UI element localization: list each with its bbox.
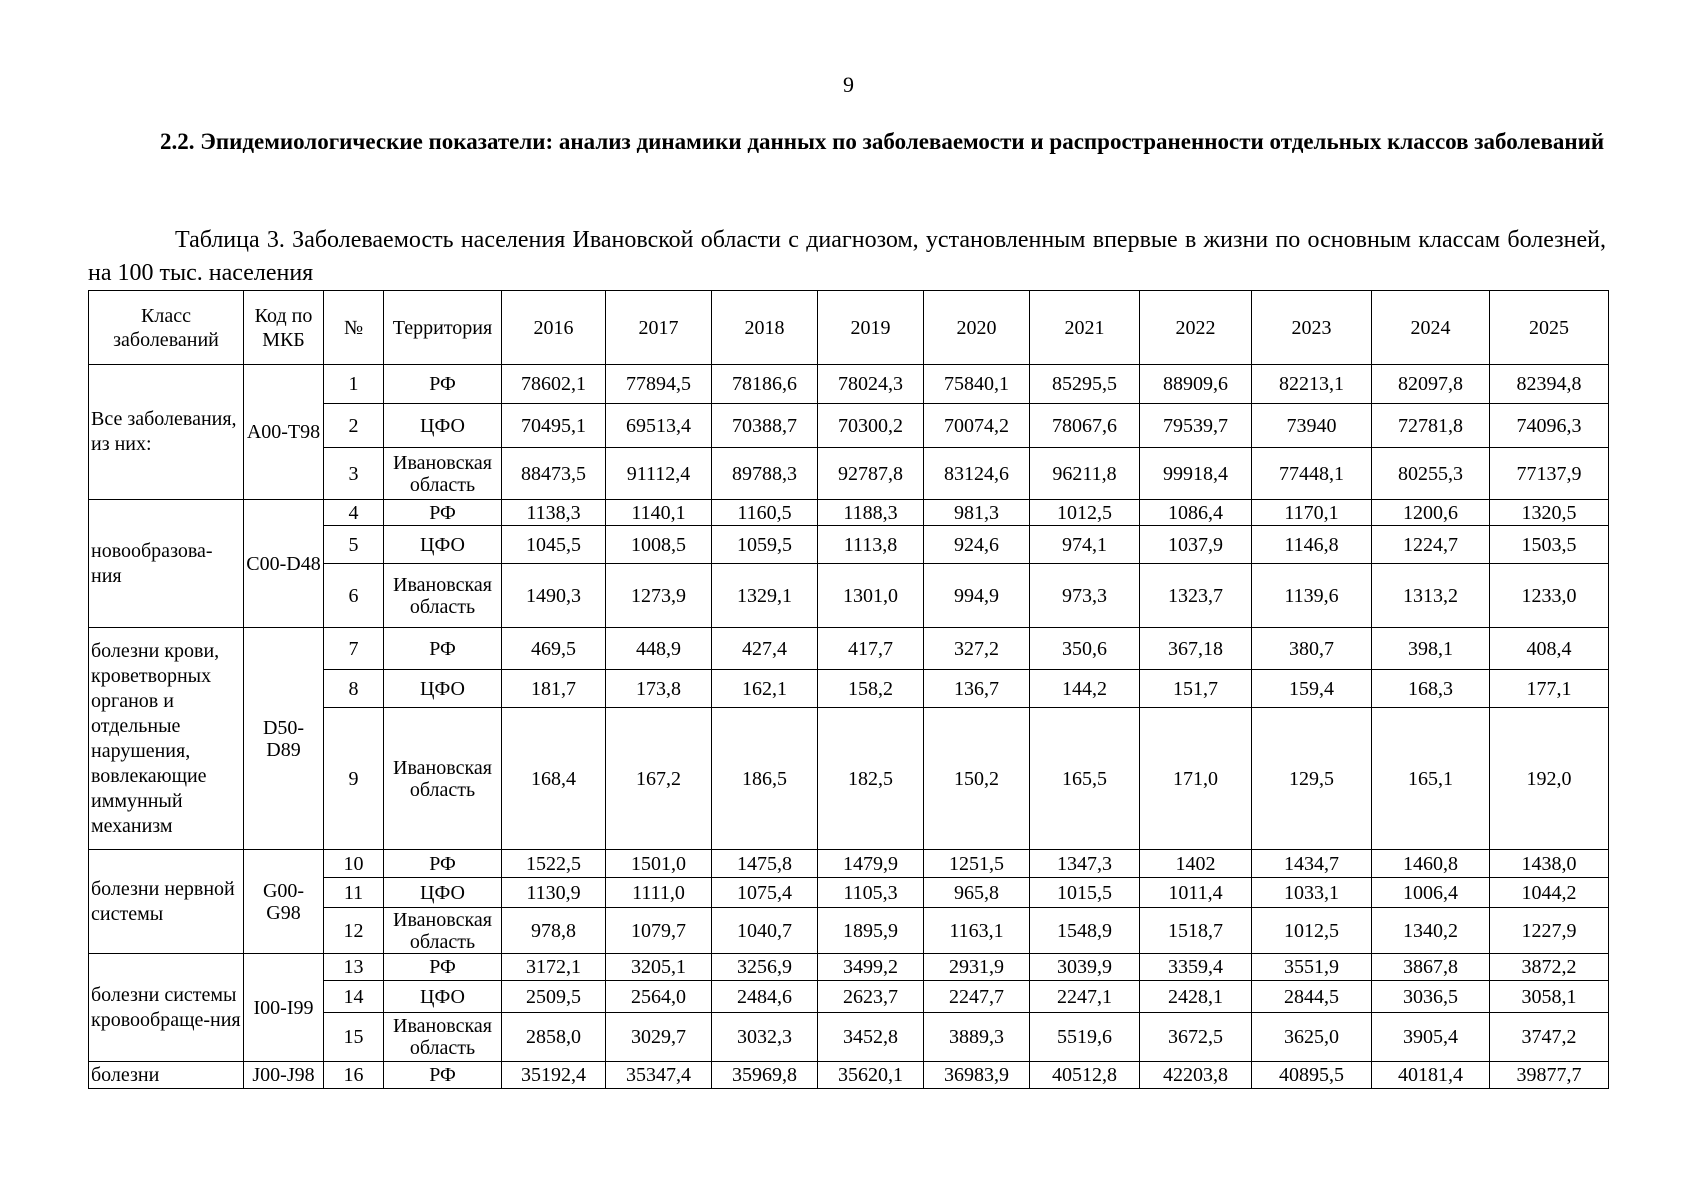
icd-code: А00-Т98	[244, 365, 324, 500]
value-cell: 92787,8	[818, 448, 924, 500]
territory-label: Ивановская область	[393, 908, 492, 953]
icd-code: С00-D48	[244, 500, 324, 628]
value-cell: 181,7	[502, 670, 606, 708]
value-cell: 1105,3	[818, 878, 924, 908]
row-number: 9	[324, 708, 384, 850]
value-cell: 85295,5	[1030, 365, 1140, 404]
value-cell: 1503,5	[1490, 526, 1609, 564]
value-cell: 1320,5	[1490, 500, 1609, 526]
territory: РФ	[384, 850, 502, 878]
value-cell: 89788,3	[712, 448, 818, 500]
value-cell: 469,5	[502, 628, 606, 670]
row-number: 2	[324, 404, 384, 448]
table-row	[89, 1062, 1609, 1089]
value-cell: 3905,4	[1372, 1013, 1490, 1062]
value-cell: 78024,3	[818, 365, 924, 404]
territory	[384, 908, 502, 954]
value-cell: 1323,7	[1140, 564, 1252, 628]
territory: РФ	[384, 1062, 502, 1089]
value-cell: 1044,2	[1490, 878, 1609, 908]
value-cell: 1130,9	[502, 878, 606, 908]
value-cell: 40512,8	[1030, 1062, 1140, 1089]
value-cell: 40181,4	[1372, 1062, 1490, 1089]
value-cell: 973,3	[1030, 564, 1140, 628]
territory: РФ	[384, 365, 502, 404]
value-cell: 2844,5	[1252, 981, 1372, 1013]
value-cell: 35192,4	[502, 1062, 606, 1089]
territory: ЦФО	[384, 526, 502, 564]
value-cell: 73940	[1252, 404, 1372, 448]
header-year: 2020	[924, 291, 1030, 365]
value-cell: 3499,2	[818, 954, 924, 981]
value-cell: 1475,8	[712, 850, 818, 878]
value-cell: 1460,8	[1372, 850, 1490, 878]
row-number: 8	[324, 670, 384, 708]
territory: ЦФО	[384, 878, 502, 908]
value-cell: 3747,2	[1490, 1013, 1609, 1062]
territory: ЦФО	[384, 670, 502, 708]
header-code: Код по МКБ	[244, 291, 324, 365]
value-cell: 924,6	[924, 526, 1030, 564]
value-cell: 1012,5	[1030, 500, 1140, 526]
value-cell: 182,5	[818, 708, 924, 850]
value-cell: 3036,5	[1372, 981, 1490, 1013]
table-row	[89, 628, 1609, 670]
value-cell: 1045,5	[502, 526, 606, 564]
territory: Ивановская область	[384, 564, 502, 628]
section-heading: 2.2. Эпидемиологические показатели: анализ динамики данных по заболеваемости и распространенности отдельных классов заболеваний	[160, 129, 1605, 154]
value-cell: 398,1	[1372, 628, 1490, 670]
value-cell: 350,6	[1030, 628, 1140, 670]
territory: ЦФО	[384, 981, 502, 1013]
value-cell: 1033,1	[1252, 878, 1372, 908]
value-cell: 36983,9	[924, 1062, 1030, 1089]
value-cell: 3359,4	[1140, 954, 1252, 981]
value-cell: 3625,0	[1252, 1013, 1372, 1062]
value-cell: 77448,1	[1252, 448, 1372, 500]
territory: ЦФО	[384, 404, 502, 448]
value-cell: 136,7	[924, 670, 1030, 708]
value-cell: 1227,9	[1490, 908, 1609, 954]
value-cell: 186,5	[712, 708, 818, 850]
value-cell: 96211,8	[1030, 448, 1140, 500]
value-cell: 1059,5	[712, 526, 818, 564]
value-cell: 1006,4	[1372, 878, 1490, 908]
header-year: 2023	[1252, 291, 1372, 365]
value-cell: 88473,5	[502, 448, 606, 500]
value-cell: 1313,2	[1372, 564, 1490, 628]
icd-code: D50-D89	[244, 628, 324, 850]
value-cell: 1329,1	[712, 564, 818, 628]
value-cell: 77894,5	[606, 365, 712, 404]
value-cell: 1170,1	[1252, 500, 1372, 526]
value-cell: 2623,7	[818, 981, 924, 1013]
value-cell: 965,8	[924, 878, 1030, 908]
value-cell: 1224,7	[1372, 526, 1490, 564]
value-cell: 83124,6	[924, 448, 1030, 500]
value-cell: 88909,6	[1140, 365, 1252, 404]
value-cell: 82394,8	[1490, 365, 1609, 404]
value-cell: 1251,5	[924, 850, 1030, 878]
value-cell: 1008,5	[606, 526, 712, 564]
row-number: 16	[324, 1062, 384, 1089]
row-number: 14	[324, 981, 384, 1013]
row-number: 13	[324, 954, 384, 981]
value-cell: 981,3	[924, 500, 1030, 526]
header-row	[89, 291, 1609, 365]
value-cell: 3039,9	[1030, 954, 1140, 981]
value-cell: 165,1	[1372, 708, 1490, 850]
value-cell: 1011,4	[1140, 878, 1252, 908]
value-cell: 167,2	[606, 708, 712, 850]
icd-code: J00-J98	[244, 1062, 324, 1089]
value-cell: 129,5	[1252, 708, 1372, 850]
value-cell: 168,3	[1372, 670, 1490, 708]
value-cell: 3058,1	[1490, 981, 1609, 1013]
value-cell: 1434,7	[1252, 850, 1372, 878]
row-number: 6	[324, 564, 384, 628]
value-cell: 1301,0	[818, 564, 924, 628]
value-cell: 1233,0	[1490, 564, 1609, 628]
value-cell: 77137,9	[1490, 448, 1609, 500]
row-number: 15	[324, 1013, 384, 1062]
value-cell: 974,1	[1030, 526, 1140, 564]
value-cell: 159,4	[1252, 670, 1372, 708]
value-cell: 3029,7	[606, 1013, 712, 1062]
header-year: 2022	[1140, 291, 1252, 365]
value-cell: 162,1	[712, 670, 818, 708]
value-cell: 427,4	[712, 628, 818, 670]
value-cell: 177,1	[1490, 670, 1609, 708]
class-name: болезни крови, кроветворных органов и отдельные нарушения, вовлекающие иммунный механизм	[89, 628, 244, 850]
header-year: 2017	[606, 291, 712, 365]
value-cell: 3032,3	[712, 1013, 818, 1062]
territory: Ивановская область	[384, 1013, 502, 1062]
value-cell: 1079,7	[606, 908, 712, 954]
value-cell: 1479,9	[818, 850, 924, 878]
header-year: 2018	[712, 291, 818, 365]
value-cell: 994,9	[924, 564, 1030, 628]
value-cell: 171,0	[1140, 708, 1252, 850]
value-cell: 74096,3	[1490, 404, 1609, 448]
value-cell: 3452,8	[818, 1013, 924, 1062]
header-year: 2024	[1372, 291, 1490, 365]
row-number: 3	[324, 448, 384, 500]
value-cell: 78067,6	[1030, 404, 1140, 448]
morbidity-table	[88, 290, 1609, 1089]
value-cell: 1200,6	[1372, 500, 1490, 526]
table-row	[89, 365, 1609, 404]
value-cell: 1163,1	[924, 908, 1030, 954]
value-cell: 3172,1	[502, 954, 606, 981]
value-cell: 39877,7	[1490, 1062, 1609, 1089]
value-cell: 5519,6	[1030, 1013, 1140, 1062]
value-cell: 1015,5	[1030, 878, 1140, 908]
value-cell: 2858,0	[502, 1013, 606, 1062]
value-cell: 367,18	[1140, 628, 1252, 670]
value-cell: 1895,9	[818, 908, 924, 954]
value-cell: 2564,0	[606, 981, 712, 1013]
row-number: 12	[324, 908, 384, 954]
value-cell: 1548,9	[1030, 908, 1140, 954]
value-cell: 2247,1	[1030, 981, 1140, 1013]
value-cell: 1037,9	[1140, 526, 1252, 564]
value-cell: 1113,8	[818, 526, 924, 564]
value-cell: 3205,1	[606, 954, 712, 981]
value-cell: 3867,8	[1372, 954, 1490, 981]
value-cell: 1347,3	[1030, 850, 1140, 878]
value-cell: 1140,1	[606, 500, 712, 526]
value-cell: 75840,1	[924, 365, 1030, 404]
value-cell: 417,7	[818, 628, 924, 670]
value-cell: 1075,4	[712, 878, 818, 908]
header-num: №	[324, 291, 384, 365]
value-cell: 173,8	[606, 670, 712, 708]
value-cell: 1040,7	[712, 908, 818, 954]
value-cell: 1111,0	[606, 878, 712, 908]
value-cell: 978,8	[502, 908, 606, 954]
value-cell: 144,2	[1030, 670, 1140, 708]
value-cell: 1146,8	[1252, 526, 1372, 564]
value-cell: 168,4	[502, 708, 606, 850]
value-cell: 91112,4	[606, 448, 712, 500]
header-year: 2016	[502, 291, 606, 365]
class-name: болезни системы кровообраще-ния	[89, 954, 244, 1062]
territory: РФ	[384, 954, 502, 981]
value-cell: 1518,7	[1140, 908, 1252, 954]
table-row	[89, 850, 1609, 878]
value-cell: 79539,7	[1140, 404, 1252, 448]
class-name: болезни	[89, 1062, 244, 1089]
value-cell: 35620,1	[818, 1062, 924, 1089]
value-cell: 70300,2	[818, 404, 924, 448]
value-cell: 448,9	[606, 628, 712, 670]
header-class: Класс заболеваний	[89, 291, 244, 365]
value-cell: 1438,0	[1490, 850, 1609, 878]
value-cell: 1139,6	[1252, 564, 1372, 628]
value-cell: 1340,2	[1372, 908, 1490, 954]
value-cell: 70388,7	[712, 404, 818, 448]
row-number: 5	[324, 526, 384, 564]
value-cell: 2484,6	[712, 981, 818, 1013]
row-number: 1	[324, 365, 384, 404]
header-year: 2019	[818, 291, 924, 365]
value-cell: 1501,0	[606, 850, 712, 878]
value-cell: 380,7	[1252, 628, 1372, 670]
value-cell: 1160,5	[712, 500, 818, 526]
row-number: 11	[324, 878, 384, 908]
value-cell: 1086,4	[1140, 500, 1252, 526]
value-cell: 2931,9	[924, 954, 1030, 981]
class-name: болезни нервной системы	[89, 850, 244, 954]
page-number: 9	[843, 72, 854, 97]
value-cell: 40895,5	[1252, 1062, 1372, 1089]
value-cell: 1138,3	[502, 500, 606, 526]
value-cell: 78186,6	[712, 365, 818, 404]
value-cell: 165,5	[1030, 708, 1140, 850]
value-cell: 408,4	[1490, 628, 1609, 670]
value-cell: 69513,4	[606, 404, 712, 448]
header-year: 2021	[1030, 291, 1140, 365]
class-name: Все заболевания, из них:	[89, 365, 244, 500]
value-cell: 78602,1	[502, 365, 606, 404]
value-cell: 82213,1	[1252, 365, 1372, 404]
value-cell: 1522,5	[502, 850, 606, 878]
value-cell: 3872,2	[1490, 954, 1609, 981]
value-cell: 2509,5	[502, 981, 606, 1013]
territory: РФ	[384, 628, 502, 670]
icd-code: I00-I99	[244, 954, 324, 1062]
value-cell: 80255,3	[1372, 448, 1490, 500]
row-number: 10	[324, 850, 384, 878]
value-cell: 1490,3	[502, 564, 606, 628]
value-cell: 151,7	[1140, 670, 1252, 708]
value-cell: 3672,5	[1140, 1013, 1252, 1062]
value-cell: 3889,3	[924, 1013, 1030, 1062]
value-cell: 2428,1	[1140, 981, 1252, 1013]
value-cell: 42203,8	[1140, 1062, 1252, 1089]
table-row	[89, 954, 1609, 981]
header-territory: Территория	[384, 291, 502, 365]
value-cell: 99918,4	[1140, 448, 1252, 500]
value-cell: 82097,8	[1372, 365, 1490, 404]
table-row	[89, 500, 1609, 526]
value-cell: 70074,2	[924, 404, 1030, 448]
value-cell: 3256,9	[712, 954, 818, 981]
table-caption: Таблица 3. Заболеваемость населения Ивановской области с диагнозом, установленным впервые в жизни по основным классам болезней, на 100 тыс. населения	[88, 227, 1606, 286]
territory: Ивановская область	[384, 448, 502, 500]
value-cell: 3551,9	[1252, 954, 1372, 981]
value-cell: 35969,8	[712, 1062, 818, 1089]
value-cell: 70495,1	[502, 404, 606, 448]
row-number: 4	[324, 500, 384, 526]
value-cell: 1402	[1140, 850, 1252, 878]
territory: Ивановская область	[384, 708, 502, 850]
row-number: 7	[324, 628, 384, 670]
value-cell: 327,2	[924, 628, 1030, 670]
header-year: 2025	[1490, 291, 1609, 365]
value-cell: 72781,8	[1372, 404, 1490, 448]
value-cell: 35347,4	[606, 1062, 712, 1089]
icd-code: G00-G98	[244, 850, 324, 954]
value-cell: 192,0	[1490, 708, 1609, 850]
territory: РФ	[384, 500, 502, 526]
class-name: новообразова-ния	[89, 500, 244, 628]
value-cell: 1273,9	[606, 564, 712, 628]
value-cell: 150,2	[924, 708, 1030, 850]
value-cell: 2247,7	[924, 981, 1030, 1013]
value-cell: 1012,5	[1252, 908, 1372, 954]
value-cell: 1188,3	[818, 500, 924, 526]
value-cell: 158,2	[818, 670, 924, 708]
